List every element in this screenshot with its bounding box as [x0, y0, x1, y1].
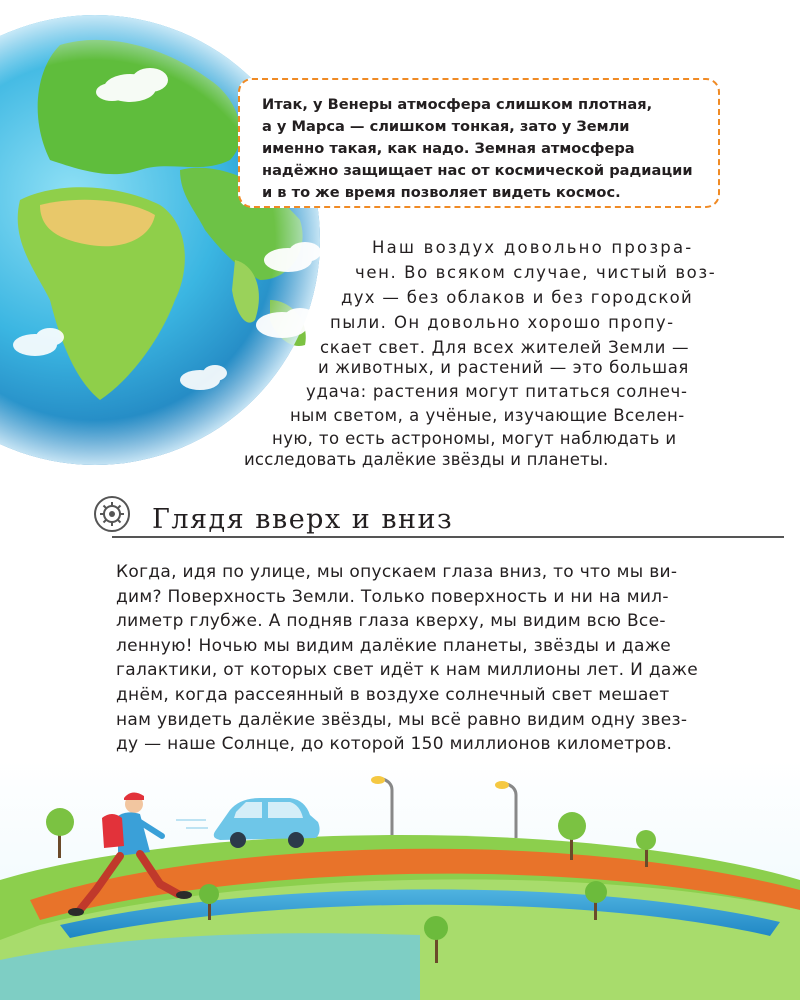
- paragraph-line: и животных, и растений — это большая: [318, 358, 689, 377]
- paragraph-line: галактики, от которых свет идёт к нам миллионы лет. И даже: [116, 660, 698, 681]
- paragraph-line: пыли. Он довольно хорошо пропу-: [330, 313, 675, 332]
- paragraph-line: чен. Во всяком случае, чистый воз-: [355, 263, 717, 282]
- paragraph-line: ную, то есть астрономы, могут наблюдать и: [272, 429, 677, 448]
- paragraph-line: Когда, идя по улице, мы опускаем глаза вниз, то что мы ви-: [116, 562, 678, 582]
- paragraph-line: днём, когда рассеянный в воздухе солнечный свет мешает: [116, 684, 670, 705]
- paragraph-line: удача: растения могут питаться солнеч-: [306, 382, 688, 401]
- paragraph-line: скает свет. Для всех жителей Земли —: [320, 338, 690, 357]
- paragraph-line: ленную! Ночью мы видим далёкие планеты, звёзды и даже: [116, 635, 672, 656]
- callout-line: а у Марса — слишком тонкая, зато у Земли: [262, 118, 630, 135]
- callout-line: надёжно защищает нас от космической радиации: [262, 162, 693, 179]
- earth-surface-illustration: [0, 760, 800, 1000]
- paragraph-line: исследовать далёкие звёзды и планеты.: [244, 450, 609, 469]
- paragraph-air-transparency: [0, 0, 800, 480]
- callout-line: и в то же время позволяет видеть космос.: [262, 184, 621, 201]
- heading-divider: [112, 536, 784, 538]
- paragraph-line: ду — наше Солнце, до которой 150 миллионов километров.: [116, 734, 673, 755]
- callout-line: Итак, у Венеры атмосфера слишком плотная,: [262, 96, 653, 113]
- paragraph-line: лиметр глубже. А подняв глаза кверху, мы видим всю Все-: [116, 611, 666, 632]
- paragraph-line: ным светом, а учёные, изучающие Вселен-: [290, 406, 685, 425]
- paragraph-line: дух — без облаков и без городской: [341, 288, 694, 307]
- section-title: Глядя вверх и вниз: [152, 504, 454, 535]
- paragraph-looking-up-down: [116, 560, 726, 781]
- gear-icon: [94, 496, 130, 532]
- callout-line: именно такая, как надо. Земная атмосфера: [262, 140, 635, 157]
- section-heading: [94, 496, 784, 546]
- paragraph-line: нам увидеть далёкие звёзды, мы всё равно видим одну звез-: [116, 709, 688, 730]
- paragraph-line: дим? Поверхность Земли. Только поверхность и ни на мил-: [116, 586, 669, 607]
- paragraph-line: Наш воздух довольно прозра-: [372, 238, 694, 257]
